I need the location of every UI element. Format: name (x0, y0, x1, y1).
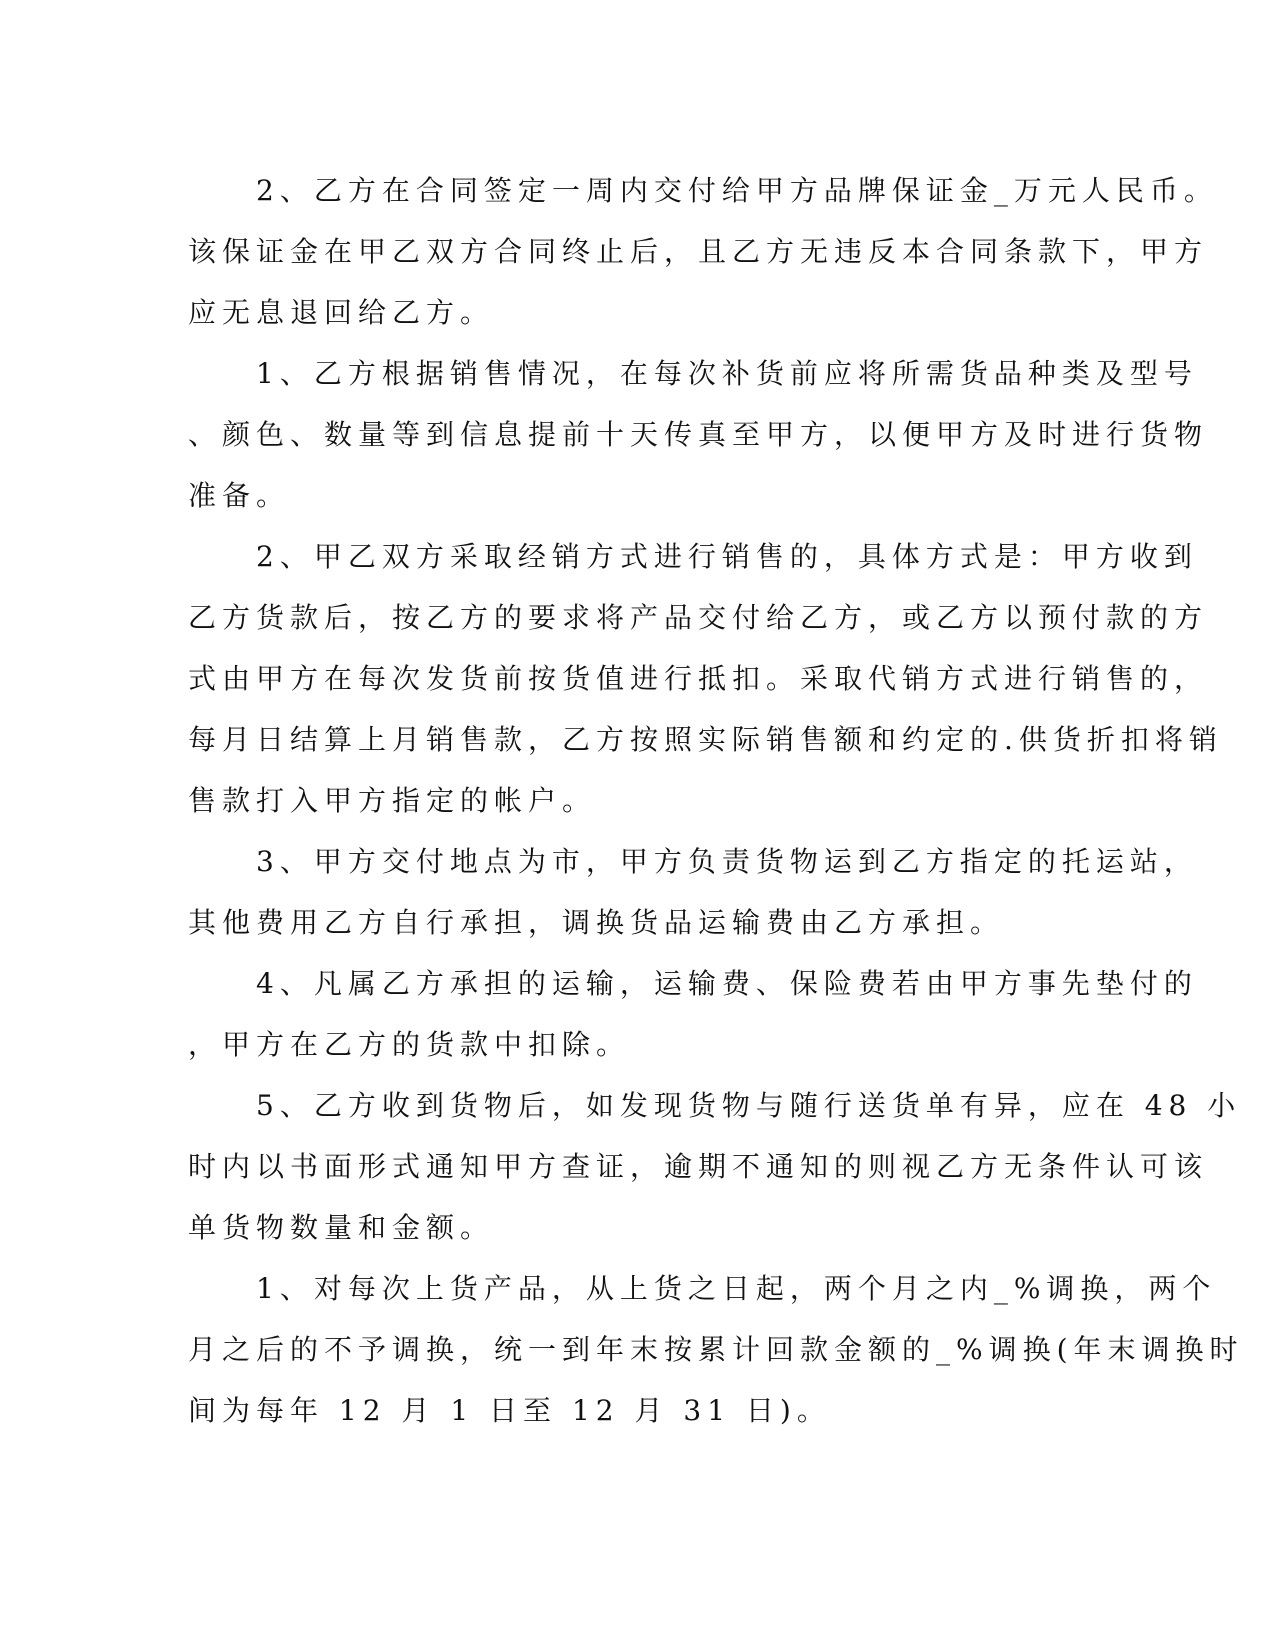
paragraph-7 (188, 1258, 1244, 1441)
text-line: 每月日结算上月销售款，乙方按照实际销售额和约定的.供货折扣将销 (188, 723, 1223, 756)
text-line: 该保证金在甲乙双方合同终止后，且乙方无违反本合同条款下，甲方 (188, 235, 1209, 268)
text-line: 售款打入甲方指定的帐户。 (188, 784, 597, 817)
text-line: 2、乙方在合同签定一周内交付给甲方品牌保证金_万元人民币。 (188, 174, 1218, 207)
paragraph-1 (188, 160, 1218, 343)
paragraph-2 (188, 343, 1209, 526)
text-line: 2、甲乙双方采取经销方式进行销售的，具体方式是：甲方收到 (188, 540, 1198, 573)
text-line: 4、凡属乙方承担的运输，运输费、保险费若由甲方事先垫付的 (188, 967, 1198, 1000)
text-line: 乙方货款后，按乙方的要求将产品交付给乙方，或乙方以预付款的方 (188, 601, 1209, 634)
text-line: ，甲方在乙方的货款中扣除。 (188, 1028, 631, 1061)
text-line: 3、甲方交付地点为市，甲方负责货物运到乙方指定的托运站， (188, 845, 1198, 878)
paragraph-3 (188, 526, 1223, 831)
text-line: 单货物数量和金额。 (188, 1211, 495, 1244)
text-line: 应无息退回给乙方。 (188, 296, 495, 329)
text-line: 其他费用乙方自行承担，调换货品运输费由乙方承担。 (188, 906, 1005, 939)
text-line: 1、乙方根据销售情况，在每次补货前应将所需货品种类及型号 (188, 357, 1198, 390)
text-line: 月之后的不予调换，统一到年末按累计回款金额的_%调换(年末调换时 (188, 1333, 1244, 1366)
text-line: 1、对每次上货产品，从上货之日起，两个月之内_%调换，两个 (188, 1272, 1217, 1305)
text-line: 、颜色、数量等到信息提前十天传真至甲方，以便甲方及时进行货物 (188, 418, 1209, 451)
text-line: 式由甲方在每次发货前按货值进行抵扣。采取代销方式进行销售的， (188, 662, 1209, 695)
paragraph-5 (188, 953, 1198, 1075)
text-line: 准备。 (188, 479, 291, 512)
paragraph-4 (188, 831, 1198, 953)
document-body (188, 160, 1244, 1441)
text-line: 5、乙方收到货物后，如发现货物与随行送货单有异，应在 48 小 (188, 1089, 1242, 1122)
text-line: 间为每年 12 月 1 日至 12 月 31 日)。 (188, 1394, 831, 1427)
paragraph-6 (188, 1075, 1242, 1258)
text-line: 时内以书面形式通知甲方查证，逾期不通知的则视乙方无条件认可该 (188, 1150, 1209, 1183)
